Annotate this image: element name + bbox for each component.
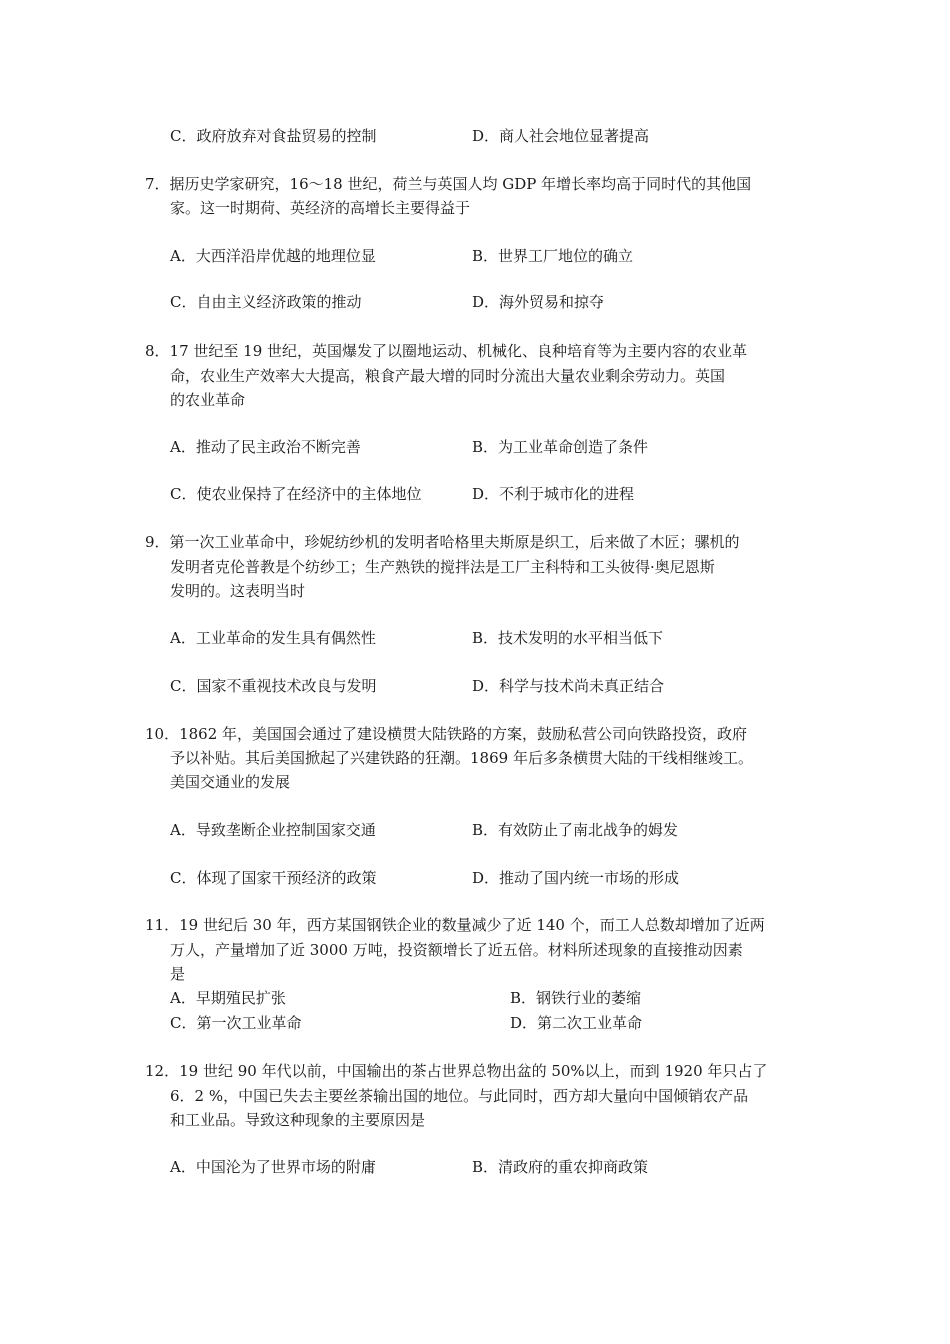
q8-stem-line1: 8．17 世纪至 19 世纪，英国爆发了以圈地运动、机械化、良种培育等为主要内容的农业革 xyxy=(145,342,748,360)
q9-option-c: C．国家不重视技术改良与发明 xyxy=(170,677,377,695)
q7-option-c: C．自由主义经济政策的推动 xyxy=(170,293,362,311)
q9-stem-line2: 发明者克伦普教是个纺纱工；生产熟铁的搅拌法是工厂主科特和工头彼得·奥尼恩斯 xyxy=(170,558,715,576)
q10-option-a: A．导致垄断企业控制国家交通 xyxy=(170,821,376,839)
q10-stem-line1: 10．1862 年，美国国会通过了建设横贯大陆铁路的方案，鼓励私营公司向铁路投资，政府 xyxy=(145,725,748,743)
q9-option-a: A．工业革命的发生具有偶然性 xyxy=(170,629,376,647)
q12-stem-line3: 和工业品。导致这种现象的主要原因是 xyxy=(170,1111,426,1129)
q12-stem-line1: 12．19 世纪 90 年代以前，中国输出的茶占世界总物出盆的 50%以上，而到 1920 年只占了 xyxy=(145,1062,768,1080)
q11-option-b: B．钢铁行业的萎缩 xyxy=(510,989,642,1007)
q10-option-c: C．体现了国家干预经济的政策 xyxy=(170,869,377,887)
q10-option-b: B．有效防止了南北战争的姆发 xyxy=(472,821,679,839)
q8-stem-line3: 的农业革命 xyxy=(170,391,246,409)
q10-stem-line2: 予以补贴。其后美国掀起了兴建铁路的狂潮。1869 年后多条横贯大陆的干线相继竣工。 xyxy=(170,749,753,767)
q6-option-d: D．商人社会地位显著提高 xyxy=(472,127,650,145)
q8-option-d: D．不利于城市化的进程 xyxy=(472,485,635,503)
q12-option-b: B．清政府的重农抑商政策 xyxy=(472,1158,649,1176)
q10-option-d: D．推动了国内统一市场的形成 xyxy=(472,869,680,887)
q7-stem-line2: 家。这一时期荷、英经济的高增长主要得益于 xyxy=(170,199,471,217)
q8-option-a: A．推动了民主政治不断完善 xyxy=(170,438,361,456)
q9-stem-line3: 发明的。这表明当时 xyxy=(170,582,306,600)
q9-option-d: D．科学与技术尚未真正结合 xyxy=(472,677,665,695)
q11-stem-line1: 11．19 世纪后 30 年，西方某国钢铁企业的数量减少了近 140 个，而工人总数却增加了近两 xyxy=(145,916,765,934)
q11-option-a: A．早期殖民扩张 xyxy=(170,989,286,1007)
q12-stem-line2: 6．2 %，中国已失去主要丝茶输出国的地位。与此同时，西方却大量向中国倾销农产品 xyxy=(170,1087,749,1105)
q11-option-c: C．第一次工业革命 xyxy=(170,1014,302,1032)
q7-stem-line1: 7．据历史学家研究，16～18 世纪，荷兰与英国人均 GDP 年增长率均高于同时代的其他国 xyxy=(145,175,752,193)
q9-stem-line1: 9．第一次工业革命中，珍妮纺纱机的发明者哈格里夫斯原是织工，后来做了木匠；骡机的 xyxy=(145,533,740,551)
q10-stem-line3: 美国交通业的发展 xyxy=(170,773,291,791)
q7-option-b: B．世界工厂地位的确立 xyxy=(472,247,634,265)
q11-stem-line3: 是 xyxy=(170,965,186,983)
q7-option-a: A．大西洋沿岸优越的地理位显 xyxy=(170,247,376,265)
q8-option-b: B．为工业革命创造了条件 xyxy=(472,438,649,456)
q11-stem-line2: 万人，产量增加了近 3000 万吨，投资额增长了近五倍。材料所述现象的直接推动因素 xyxy=(170,941,743,959)
q12-option-a: A．中国沦为了世界市场的附庸 xyxy=(170,1158,376,1176)
q8-option-c: C．使农业保持了在经济中的主体地位 xyxy=(170,485,422,503)
q6-option-c: C．政府放弃对食盐贸易的控制 xyxy=(170,127,377,145)
q9-option-b: B．技术发明的水平相当低下 xyxy=(472,629,664,647)
q11-option-d: D．第二次工业革命 xyxy=(510,1014,643,1032)
q7-option-d: D．海外贸易和掠夺 xyxy=(472,293,605,311)
q8-stem-line2: 命，农业生产效率大大提高，粮食产最大增的同时分流出大量农业剩余劳动力。英国 xyxy=(170,367,726,385)
